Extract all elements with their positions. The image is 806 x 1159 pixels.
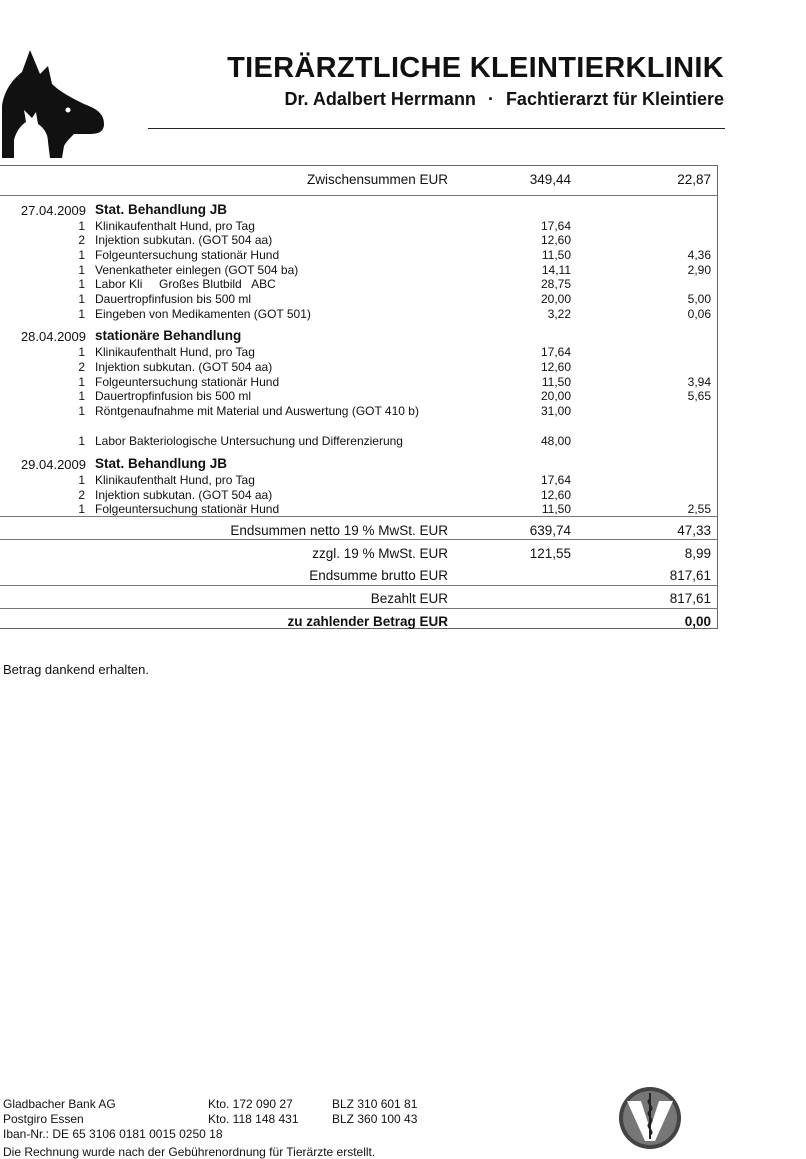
- clinic-subtitle: [285, 89, 724, 110]
- section-date: 28.04.2009: [20, 329, 86, 344]
- amount-due-col2: 0,00: [684, 614, 711, 629]
- iban: Iban-Nr.: DE 65 3106 0181 0015 0250 18: [3, 1127, 223, 1141]
- item-col1: 12,60: [540, 488, 571, 502]
- subtotal-col1: 349,44: [529, 172, 571, 187]
- item-qty: 1: [78, 375, 85, 389]
- section-title: Stat. Behandlung JB: [95, 456, 228, 471]
- item-col1: 11,50: [541, 248, 571, 262]
- payment-note: Betrag dankend erhalten.: [3, 662, 149, 677]
- item-desc: Labor Bakteriologische Untersuchung und Differenzierung: [95, 434, 403, 448]
- header-rule: [148, 128, 725, 129]
- item-qty: 1: [78, 263, 85, 277]
- item-col1: 14,11: [541, 263, 571, 277]
- total-netto-col1: 639,74: [529, 523, 571, 538]
- amount-due-label: zu zahlender Betrag EUR: [287, 614, 448, 629]
- item-col2: 3,94: [687, 375, 711, 389]
- item-desc: Dauertropfinfusion bis 500 ml: [95, 292, 252, 306]
- clinic-title: TIERÄRZTLICHE KLEINTIERKLINIK: [227, 52, 724, 84]
- item-desc: Folgeuntersuchung stationär Hund: [95, 248, 280, 262]
- item-col1: 11,50: [541, 502, 571, 516]
- total-netto-label: Endsummen netto 19 % MwSt. EUR: [230, 523, 448, 538]
- netto-divider: [0, 539, 718, 540]
- item-qty: 1: [78, 292, 85, 306]
- vat-col1: 121,55: [529, 546, 571, 561]
- vet-emblem-icon: [617, 1085, 683, 1151]
- item-desc: Klinikaufenthalt Hund, pro Tag: [95, 473, 255, 487]
- item-col1: 20,00: [540, 389, 571, 403]
- bank1-account: Kto. 172 090 27: [208, 1097, 293, 1111]
- item-qty: 1: [78, 219, 85, 233]
- bank1-blz: BLZ 310 601 81: [332, 1097, 418, 1111]
- section-title: Stat. Behandlung JB: [95, 202, 228, 217]
- specialty: Fachtierarzt für Kleintiere: [505, 89, 724, 109]
- item-col2: 5,00: [687, 292, 711, 306]
- dog-cat-logo: [0, 46, 108, 158]
- item-col2: 2,55: [687, 502, 711, 516]
- item-desc: Injektion subkutan. (GOT 504 aa): [95, 360, 273, 374]
- item-desc: Klinikaufenthalt Hund, pro Tag: [95, 345, 255, 359]
- item-col1: 12,60: [540, 233, 571, 247]
- item-col1: 3,22: [547, 307, 571, 321]
- item-desc: Dauertropfinfusion bis 500 ml: [95, 389, 252, 403]
- item-desc: Folgeuntersuchung stationär Hund: [95, 375, 280, 389]
- bank2-account: Kto. 118 148 431: [208, 1112, 299, 1126]
- item-desc: Röntgenaufnahme mit Material und Auswertung (GOT 410 b): [95, 404, 419, 418]
- item-qty: 1: [78, 307, 85, 321]
- item-col2: 2,90: [687, 263, 711, 277]
- item-col2: 5,65: [687, 389, 711, 403]
- item-col1: 17,64: [540, 473, 571, 487]
- disclaimer: Die Rechnung wurde nach der Gebührenordnung für Tierärzte erstellt.: [3, 1145, 376, 1159]
- item-qty: 1: [78, 434, 85, 448]
- item-qty: 2: [78, 488, 85, 502]
- doctor-name: Dr. Adalbert Herrmann: [284, 89, 476, 109]
- separator: ·: [487, 89, 494, 109]
- item-desc: Venenkatheter einlegen (GOT 504 ba): [95, 263, 299, 277]
- brutto-divider: [0, 585, 718, 586]
- bezahlt-divider: [0, 608, 718, 609]
- item-qty: 1: [78, 389, 85, 403]
- item-qty: 1: [78, 473, 85, 487]
- item-qty: 1: [78, 404, 85, 418]
- subtotal-divider: [0, 195, 718, 196]
- item-col1: 20,00: [540, 292, 571, 306]
- item-col1: 17,64: [540, 219, 571, 233]
- item-qty: 1: [78, 277, 85, 291]
- item-qty: 2: [78, 233, 85, 247]
- item-desc: Folgeuntersuchung stationär Hund: [95, 502, 280, 516]
- item-desc: Klinikaufenthalt Hund, pro Tag: [95, 219, 255, 233]
- item-col2: 0,06: [687, 307, 711, 321]
- item-desc: Eingeben von Medikamenten (GOT 501): [95, 307, 311, 321]
- item-col1: 28,75: [540, 277, 571, 291]
- item-qty: 2: [78, 360, 85, 374]
- section-date: 29.04.2009: [20, 457, 86, 472]
- item-col1: 31,00: [540, 404, 571, 418]
- item-desc: Injektion subkutan. (GOT 504 aa): [95, 488, 273, 502]
- item-col2: 4,36: [687, 248, 711, 262]
- item-qty: 1: [78, 248, 85, 262]
- vat-col2: 8,99: [684, 546, 711, 561]
- brutto-label: Endsumme brutto EUR: [309, 568, 448, 583]
- subtotal-col2: 22,87: [677, 172, 711, 187]
- paid-col2: 817,61: [669, 591, 711, 606]
- item-col1: 12,60: [540, 360, 571, 374]
- total-netto-col2: 47,33: [677, 523, 711, 538]
- section-title: stationäre Behandlung: [95, 328, 242, 343]
- item-desc: Injektion subkutan. (GOT 504 aa): [95, 233, 273, 247]
- vat-label: zzgl. 19 % MwSt. EUR: [312, 546, 448, 561]
- section-date: 27.04.2009: [20, 203, 86, 218]
- item-desc: Labor Kli Großes Blutbild ABC: [95, 277, 276, 291]
- item-col1: 17,64: [540, 345, 571, 359]
- bank2-blz: BLZ 360 100 43: [332, 1112, 418, 1126]
- paid-label: Bezahlt EUR: [370, 591, 448, 606]
- brutto-col2: 817,61: [669, 568, 711, 583]
- bank1-name: Gladbacher Bank AG: [3, 1097, 116, 1111]
- item-col1: 48,00: [540, 434, 571, 448]
- item-qty: 1: [78, 345, 85, 359]
- bank2-name: Postgiro Essen: [3, 1112, 84, 1126]
- subtotal-label: Zwischensummen EUR: [306, 172, 448, 187]
- item-qty: 1: [78, 502, 85, 516]
- item-col1: 11,50: [541, 375, 571, 389]
